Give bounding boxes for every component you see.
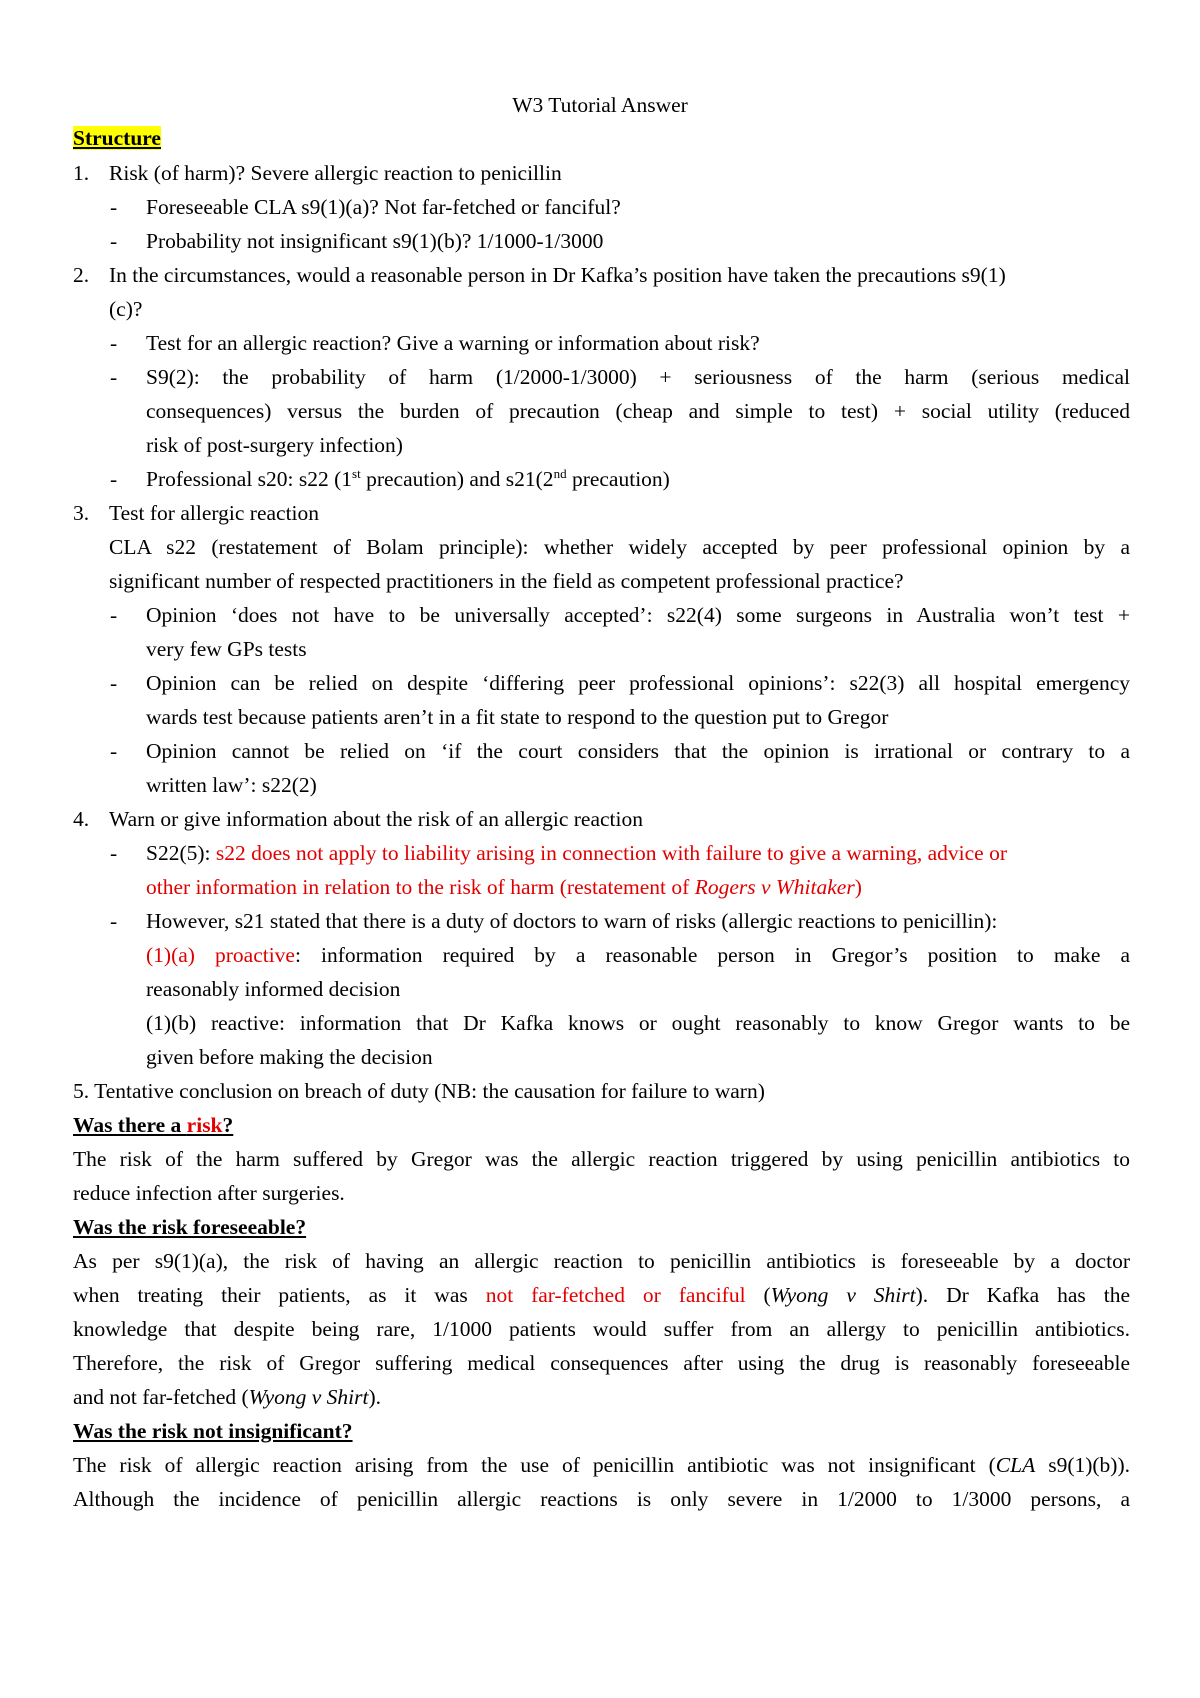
list-item: Probability not insignificant s9(1)(b)? 1/1000-1/3000 [146, 229, 604, 253]
bullet-dash: - [110, 841, 118, 865]
list-item: Risk (of harm)? Severe allergic reaction to penicillin [109, 161, 562, 185]
page-title: W3 Tutorial Answer [512, 93, 688, 117]
section-heading-insignificant: Was the risk not insignificant? [73, 1419, 353, 1443]
body-paragraph: Therefore, the risk of Gregor suffering medical consequences after using the drug is reasonably foreseeable [73, 1351, 1130, 1375]
list-item-continued: risk of post-surgery infection) [146, 433, 403, 457]
body-paragraph: The risk of allergic reaction arising from the use of penicillin antibiotic was not insignificant (CLA s9(1)(b)). [73, 1453, 1130, 1477]
bullet-dash: - [110, 195, 118, 219]
list-item-continued: consequences) versus the burden of precaution (cheap and simple to test) + social utility (reduced [146, 399, 1130, 423]
body-paragraph: reduce infection after surgeries. [73, 1181, 345, 1205]
section-heading-risk: Was there a risk? [73, 1113, 234, 1137]
list-item-continued: other information in relation to the risk of harm (restatement of Rogers v Whitaker) [146, 875, 862, 899]
list-number: 3. [73, 501, 90, 525]
list-item: Opinion can be relied on despite ‘differing peer professional opinions’: s22(3) all hospital emergency [146, 671, 1130, 695]
list-item-continued: reasonably informed decision [146, 977, 401, 1001]
bullet-dash: - [110, 467, 118, 491]
section-heading-foreseeable: Was the risk foreseeable? [73, 1215, 307, 1239]
bullet-dash: - [110, 671, 118, 695]
body-paragraph: Although the incidence of penicillin allergic reactions is only severe in 1/2000 to 1/3000 persons, a [73, 1487, 1130, 1511]
list-item: 5. Tentative conclusion on breach of duty (NB: the causation for failure to warn) [73, 1079, 765, 1103]
list-item: S22(5): s22 does not apply to liability arising in connection with failure to give a warning, advice or [146, 841, 1008, 865]
structure-heading: Structure [73, 126, 161, 150]
list-item-continued: (1)(a) proactive: information required by a reasonable person in Gregor’s position to make a [146, 943, 1130, 967]
list-item: However, s21 stated that there is a duty of doctors to warn of risks (allergic reactions to penicillin): [146, 909, 998, 933]
list-paragraph: significant number of respected practitioners in the field as competent professional practice? [109, 569, 904, 593]
body-paragraph: The risk of the harm suffered by Gregor was the allergic reaction triggered by using penicillin antibiotics to [73, 1147, 1130, 1171]
bullet-dash: - [110, 331, 118, 355]
list-item: Foreseeable CLA s9(1)(a)? Not far-fetched or fanciful? [146, 195, 621, 219]
list-item: Opinion cannot be relied on ‘if the court considers that the opinion is irrational or contrary to a [146, 739, 1130, 763]
body-paragraph: and not far-fetched (Wyong v Shirt). [73, 1385, 382, 1409]
list-item: S9(2): the probability of harm (1/2000-1/3000) + seriousness of the harm (serious medical [146, 365, 1130, 389]
list-item: In the circumstances, would a reasonable person in Dr Kafka’s position have taken the precautions s9(1) [109, 263, 1006, 287]
list-item: Test for an allergic reaction? Give a warning or information about risk? [146, 331, 760, 355]
list-item-continued: given before making the decision [146, 1045, 433, 1069]
list-item: Professional s20: s22 (1st precaution) and s21(2nd precaution) [146, 465, 670, 491]
body-paragraph: when treating their patients, as it was not far-fetched or fanciful (Wyong v Shirt). Dr Kafka has the [73, 1283, 1130, 1307]
list-item-continued: (c)? [109, 297, 143, 321]
bullet-dash: - [110, 603, 118, 627]
list-number: 2. [73, 263, 90, 287]
bullet-dash: - [110, 909, 118, 933]
bullet-dash: - [110, 365, 118, 389]
list-item: Test for allergic reaction [109, 501, 320, 525]
bullet-dash: - [110, 739, 118, 763]
list-number: 4. [73, 807, 90, 831]
bullet-dash: - [110, 229, 118, 253]
list-item-continued: very few GPs tests [146, 637, 307, 661]
list-item-continued: (1)(b) reactive: information that Dr Kafka knows or ought reasonably to know Gregor wants to be [146, 1011, 1130, 1035]
list-item: Opinion ‘does not have to be universally accepted’: s22(4) some surgeons in Australia won’t test + [146, 603, 1130, 627]
body-paragraph: knowledge that despite being rare, 1/1000 patients would suffer from an allergy to penicillin antibiotics. [73, 1317, 1130, 1341]
list-number: 1. [73, 161, 90, 185]
list-item-continued: wards test because patients aren’t in a fit state to respond to the question put to Gregor [146, 705, 889, 729]
list-paragraph: CLA s22 (restatement of Bolam principle): whether widely accepted by peer professional opinion by a [109, 535, 1130, 559]
list-item-continued: written law’: s22(2) [146, 773, 317, 797]
body-paragraph: As per s9(1)(a), the risk of having an allergic reaction to penicillin antibiotics is foreseeable by a doctor [73, 1249, 1130, 1273]
list-item: Warn or give information about the risk of an allergic reaction [109, 807, 643, 831]
